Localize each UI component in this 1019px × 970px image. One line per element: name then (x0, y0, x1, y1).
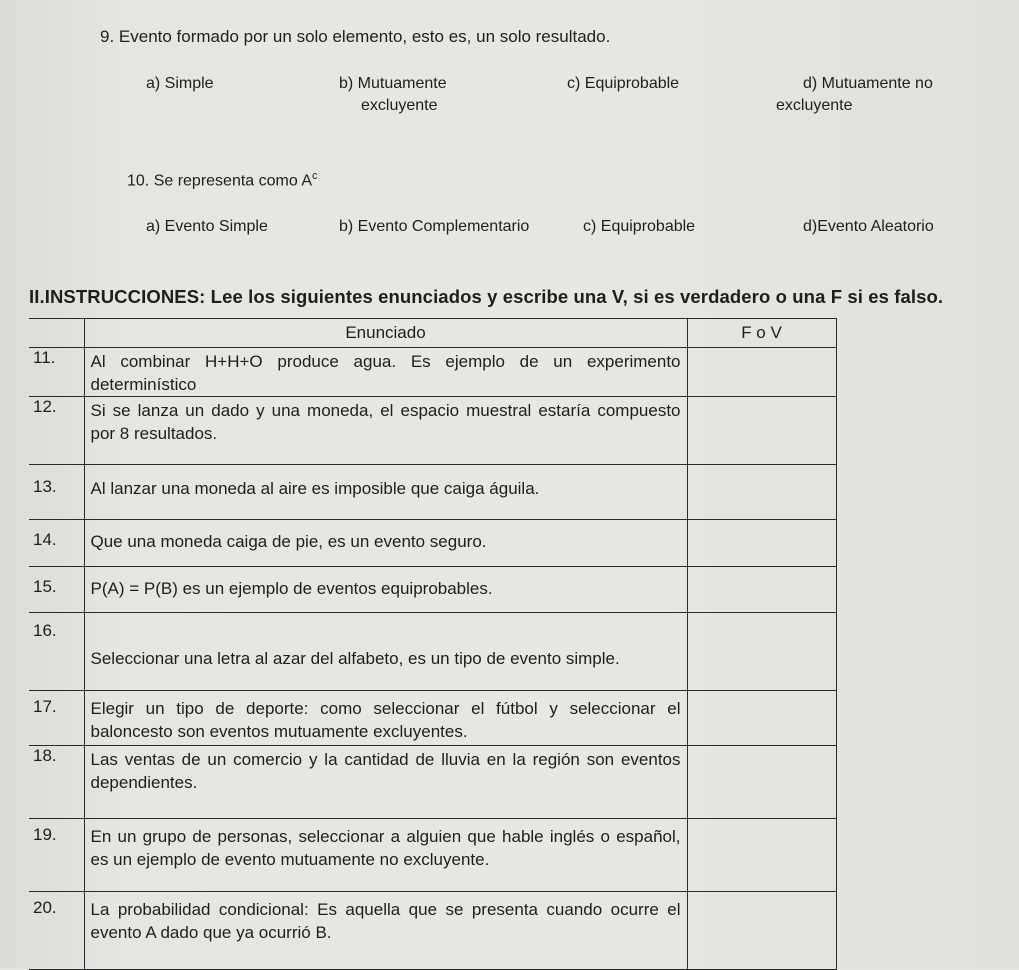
answer-cell[interactable] (687, 397, 836, 464)
header-answer: F o V (687, 319, 836, 348)
q9-option-b-line1: b) Mutuamente (339, 75, 447, 92)
row-number: 18. (29, 745, 84, 818)
answer-cell[interactable] (687, 819, 836, 892)
table-row (29, 690, 836, 745)
table-row (29, 397, 836, 464)
answer-cell[interactable] (687, 519, 836, 566)
q10-option-c: c) Equiprobable (583, 218, 696, 235)
question-9-title: 9. Evento formado por un solo elemento, esto es, un solo resultado. (100, 27, 611, 46)
row-statement: La probabilidad condicional: Es aquella que se presenta cuando ocurre el evento A dado que ya ocurrió B. (84, 892, 687, 970)
row-number: 20. (29, 892, 84, 970)
row-number: 11. (29, 347, 84, 397)
table-row (29, 347, 836, 397)
table-row (29, 745, 836, 818)
row-number: 14. (29, 519, 84, 566)
q10-option-b: b) Evento Complementario (339, 218, 530, 235)
row-statement: Seleccionar una letra al azar del alfabeto, es un tipo de evento simple. (84, 613, 687, 690)
table-row (29, 892, 836, 970)
question-10-title: 10. Se representa como $A^c$ (127, 170, 318, 190)
row-number: 17. (29, 690, 84, 745)
row-number: 16. (29, 613, 84, 690)
answer-cell[interactable] (687, 566, 836, 613)
row-statement: Al lanzar una moneda al aire es imposible que caiga águila. (84, 464, 687, 519)
q9-option-d-line1: d) Mutuamente no (803, 75, 933, 92)
answer-cell[interactable] (687, 892, 836, 970)
table-row (29, 566, 836, 613)
header-number (29, 319, 84, 348)
q10-option-a: a) Evento Simple (146, 218, 268, 235)
table-row (29, 464, 836, 519)
answer-cell[interactable] (687, 613, 836, 690)
answer-cell[interactable] (687, 690, 836, 745)
q10-option-d: d)Evento Aleatorio (803, 218, 934, 235)
answer-cell[interactable] (687, 464, 836, 519)
row-statement: En un grupo de personas, seleccionar a alguien que hable inglés o español, es un ejemplo de evento mutuamente no excluyente. (84, 819, 687, 892)
q9-option-a: a) Simple (146, 75, 214, 92)
row-number: 13. (29, 464, 84, 519)
table-row (29, 519, 836, 566)
q9-option-d-line2: excluyente (776, 97, 853, 114)
header-statement: Enunciado (84, 319, 687, 348)
answer-cell[interactable] (687, 745, 836, 818)
true-false-table (29, 318, 837, 970)
answer-cell[interactable] (687, 347, 836, 397)
row-statement: Elegir un tipo de deporte: como seleccionar el fútbol y seleccionar el baloncesto son eventos mutuamente excluyentes. (84, 690, 687, 745)
row-statement: Que una moneda caiga de pie, es un evento seguro. (84, 519, 687, 566)
row-statement: Las ventas de un comercio y la cantidad de lluvia en la región son eventos dependientes. (84, 745, 687, 818)
section-instructions: II.INSTRUCCIONES: Lee los siguientes enunciados y escribe una V, si es verdadero o una F si es falso. (29, 286, 944, 307)
q9-option-b-line2: excluyente (361, 97, 438, 114)
row-number: 19. (29, 819, 84, 892)
row-statement: Al combinar H+H+O produce agua. Es ejemplo de un experimento determinístico (84, 347, 687, 397)
row-number: 15. (29, 566, 84, 613)
row-statement: Si se lanza un dado y una moneda, el espacio muestral estaría compuesto por 8 resultados. (84, 397, 687, 464)
table-row (29, 819, 836, 892)
row-statement: P(A) = P(B) es un ejemplo de eventos equiprobables. (84, 566, 687, 613)
row-number: 12. (29, 397, 84, 464)
table-header-row (29, 319, 836, 348)
q9-option-c: c) Equiprobable (567, 75, 680, 92)
table-row (29, 613, 836, 690)
